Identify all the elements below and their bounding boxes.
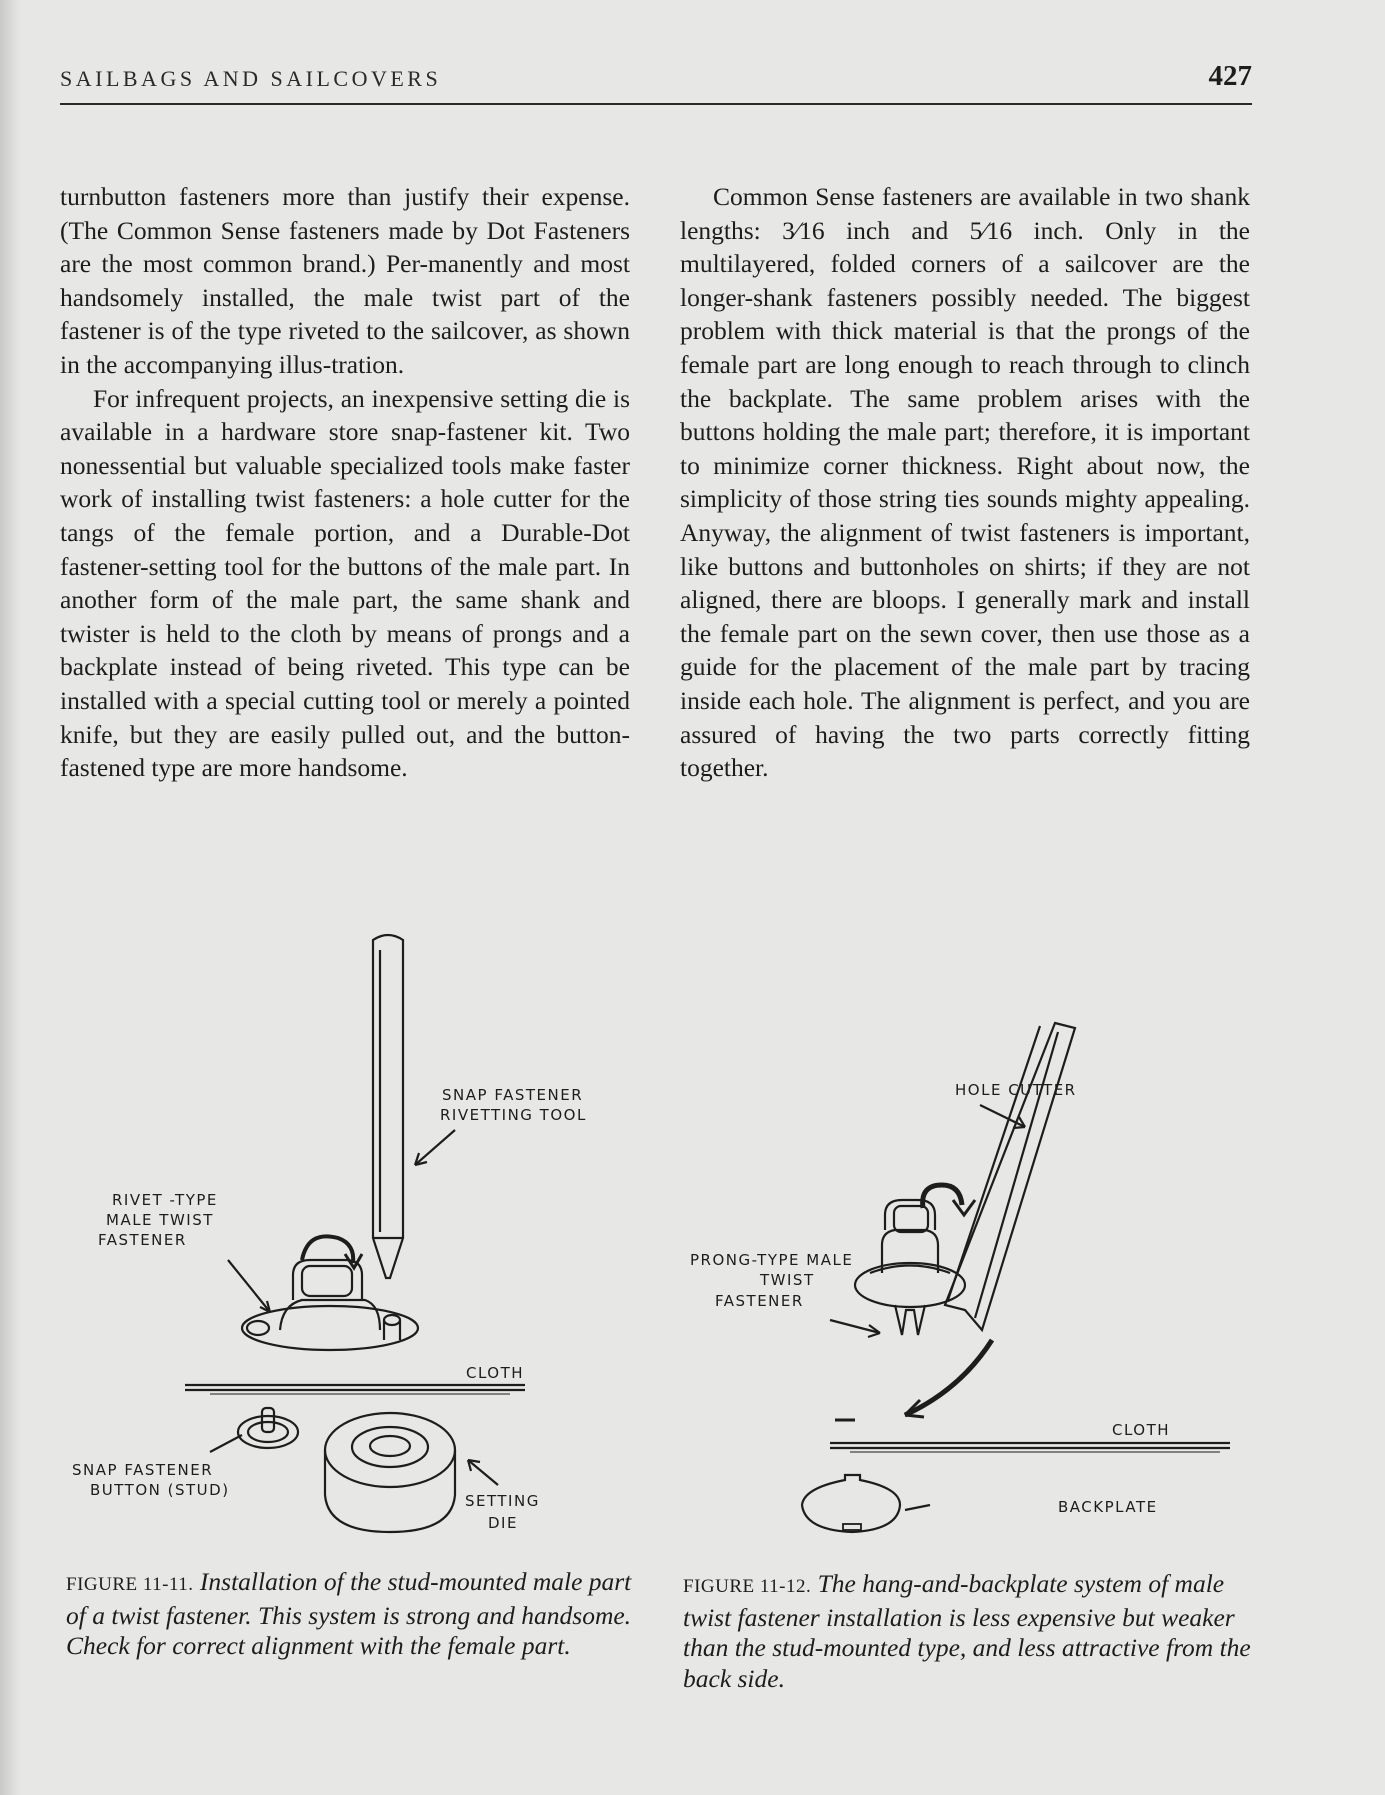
die-label-line1: SETTING — [465, 1492, 540, 1510]
snap-button-drawing — [238, 1408, 298, 1448]
page-edge-shadow — [0, 0, 20, 1795]
rivet-label-arrow — [228, 1260, 270, 1312]
caption-label: FIGURE 11-12. — [683, 1576, 812, 1597]
figure-11-12-illustration — [680, 1010, 1240, 1550]
tool-label-arrow — [415, 1130, 455, 1165]
prong-label-line2: TWIST — [760, 1271, 815, 1289]
paragraph: Common Sense fasteners are available in two shank lengths: 3⁄16 inch and 5⁄16 inch. Only in the multilayered, folded corners of a sailcover are the longer-shank fasteners possibly needed. The biggest problem with thick material is that the prongs of the female part are long enough to reach through to clinch the backplate. The same problem arises with the buttons holding the male part; therefore, it is important to minimize corner thickness. Right about now, the simplicity of those string ties sounds mighty appealing. Anyway, the alignment of twist fasteners is important, like buttons and buttonholes on shirts; if they are not aligned, there are bloops. I generally mark and install the female part on the sewn cover, then use those as a guide for the placement of the male part by tracing inside each hole. The alignment is perfect, and you are assured of having the two parts correctly fitting together. — [680, 182, 1250, 783]
left-column — [60, 180, 630, 785]
cloth-label: CLOTH — [1112, 1421, 1171, 1439]
header-rule — [60, 103, 1252, 105]
figure-11-11-illustration — [70, 920, 630, 1540]
riveting-tool-drawing — [373, 935, 403, 1278]
right-column — [680, 180, 1250, 785]
tool-label-line1: SNAP FASTENER — [442, 1086, 584, 1104]
cutter-label: HOLE CUTTER — [955, 1081, 1077, 1099]
setting-die-drawing — [325, 1413, 455, 1532]
caption-label: FIGURE 11-11. — [66, 1574, 194, 1595]
cloth-label: CLOTH — [466, 1364, 525, 1382]
tool-label-line2: RIVETTING TOOL — [440, 1106, 587, 1124]
caption-text: The hang-and-backplate system of male twist fastener installation is less expensive but weaker than the stud-mounted type, and less attractive from the back side. — [683, 1569, 1251, 1693]
paragraph: For infrequent projects, an inexpensive setting die is available in a hardware store snap-fastener kit. Two nonessential but valuable specialized tools make faster work of installing twist fasteners: a hole cutter for the tangs of the female portion, and a Durable-Dot fastener-setting tool for the buttons of the male part. In another form of the male part, the same shank and twister is held to the cloth by means of prongs and a backplate instead of being riveted. This type can be installed with a special cutting tool or merely a pointed knife, but they are easily pulled out, and the button-fastened type are more handsome. — [60, 383, 630, 783]
die-label-line2: DIE — [488, 1514, 518, 1532]
backplate-drawing — [802, 1475, 900, 1532]
page-number: 427 — [1208, 60, 1252, 92]
button-label-line2: BUTTON (STUD) — [90, 1481, 230, 1499]
running-head: SAILBAGS AND SAILCOVERS — [60, 66, 442, 91]
figure-11-11-caption — [66, 1567, 636, 1662]
prong-label-line3: FASTENER — [715, 1292, 804, 1310]
paragraph: turnbutton fasteners more than justify their expense. (The Common Sense fasteners made by Dot Fasteners are the most common brand.) Per-manently and most handsomely installed, the male twist part of the fastener is of the type riveted to the sailcover, as shown in the accompanying illus-tration. — [60, 182, 630, 379]
backplate-label: BACKPLATE — [1058, 1498, 1158, 1516]
caption-text: Installation of the stud-mounted male part of a twist fastener. This system is strong and handsome. Check for correct alignment with the female part. — [66, 1567, 632, 1660]
die-label-arrow — [468, 1460, 498, 1485]
backplate-label-arrow — [905, 1505, 930, 1510]
rivet-label-line2: MALE TWIST — [106, 1211, 214, 1229]
cloth-drawing — [830, 1443, 1230, 1452]
prong-fastener-drawing — [855, 1200, 965, 1335]
cloth-drawing — [185, 1385, 525, 1394]
figure-11-12-caption — [683, 1569, 1253, 1694]
button-label-arrow — [210, 1435, 242, 1452]
rivet-label-line3: FASTENER — [98, 1231, 187, 1249]
prong-label-line1: PRONG-TYPE MALE — [690, 1251, 854, 1269]
button-label-line1: SNAP FASTENER — [72, 1461, 214, 1479]
rivet-label-line1: RIVET -TYPE — [112, 1191, 218, 1209]
